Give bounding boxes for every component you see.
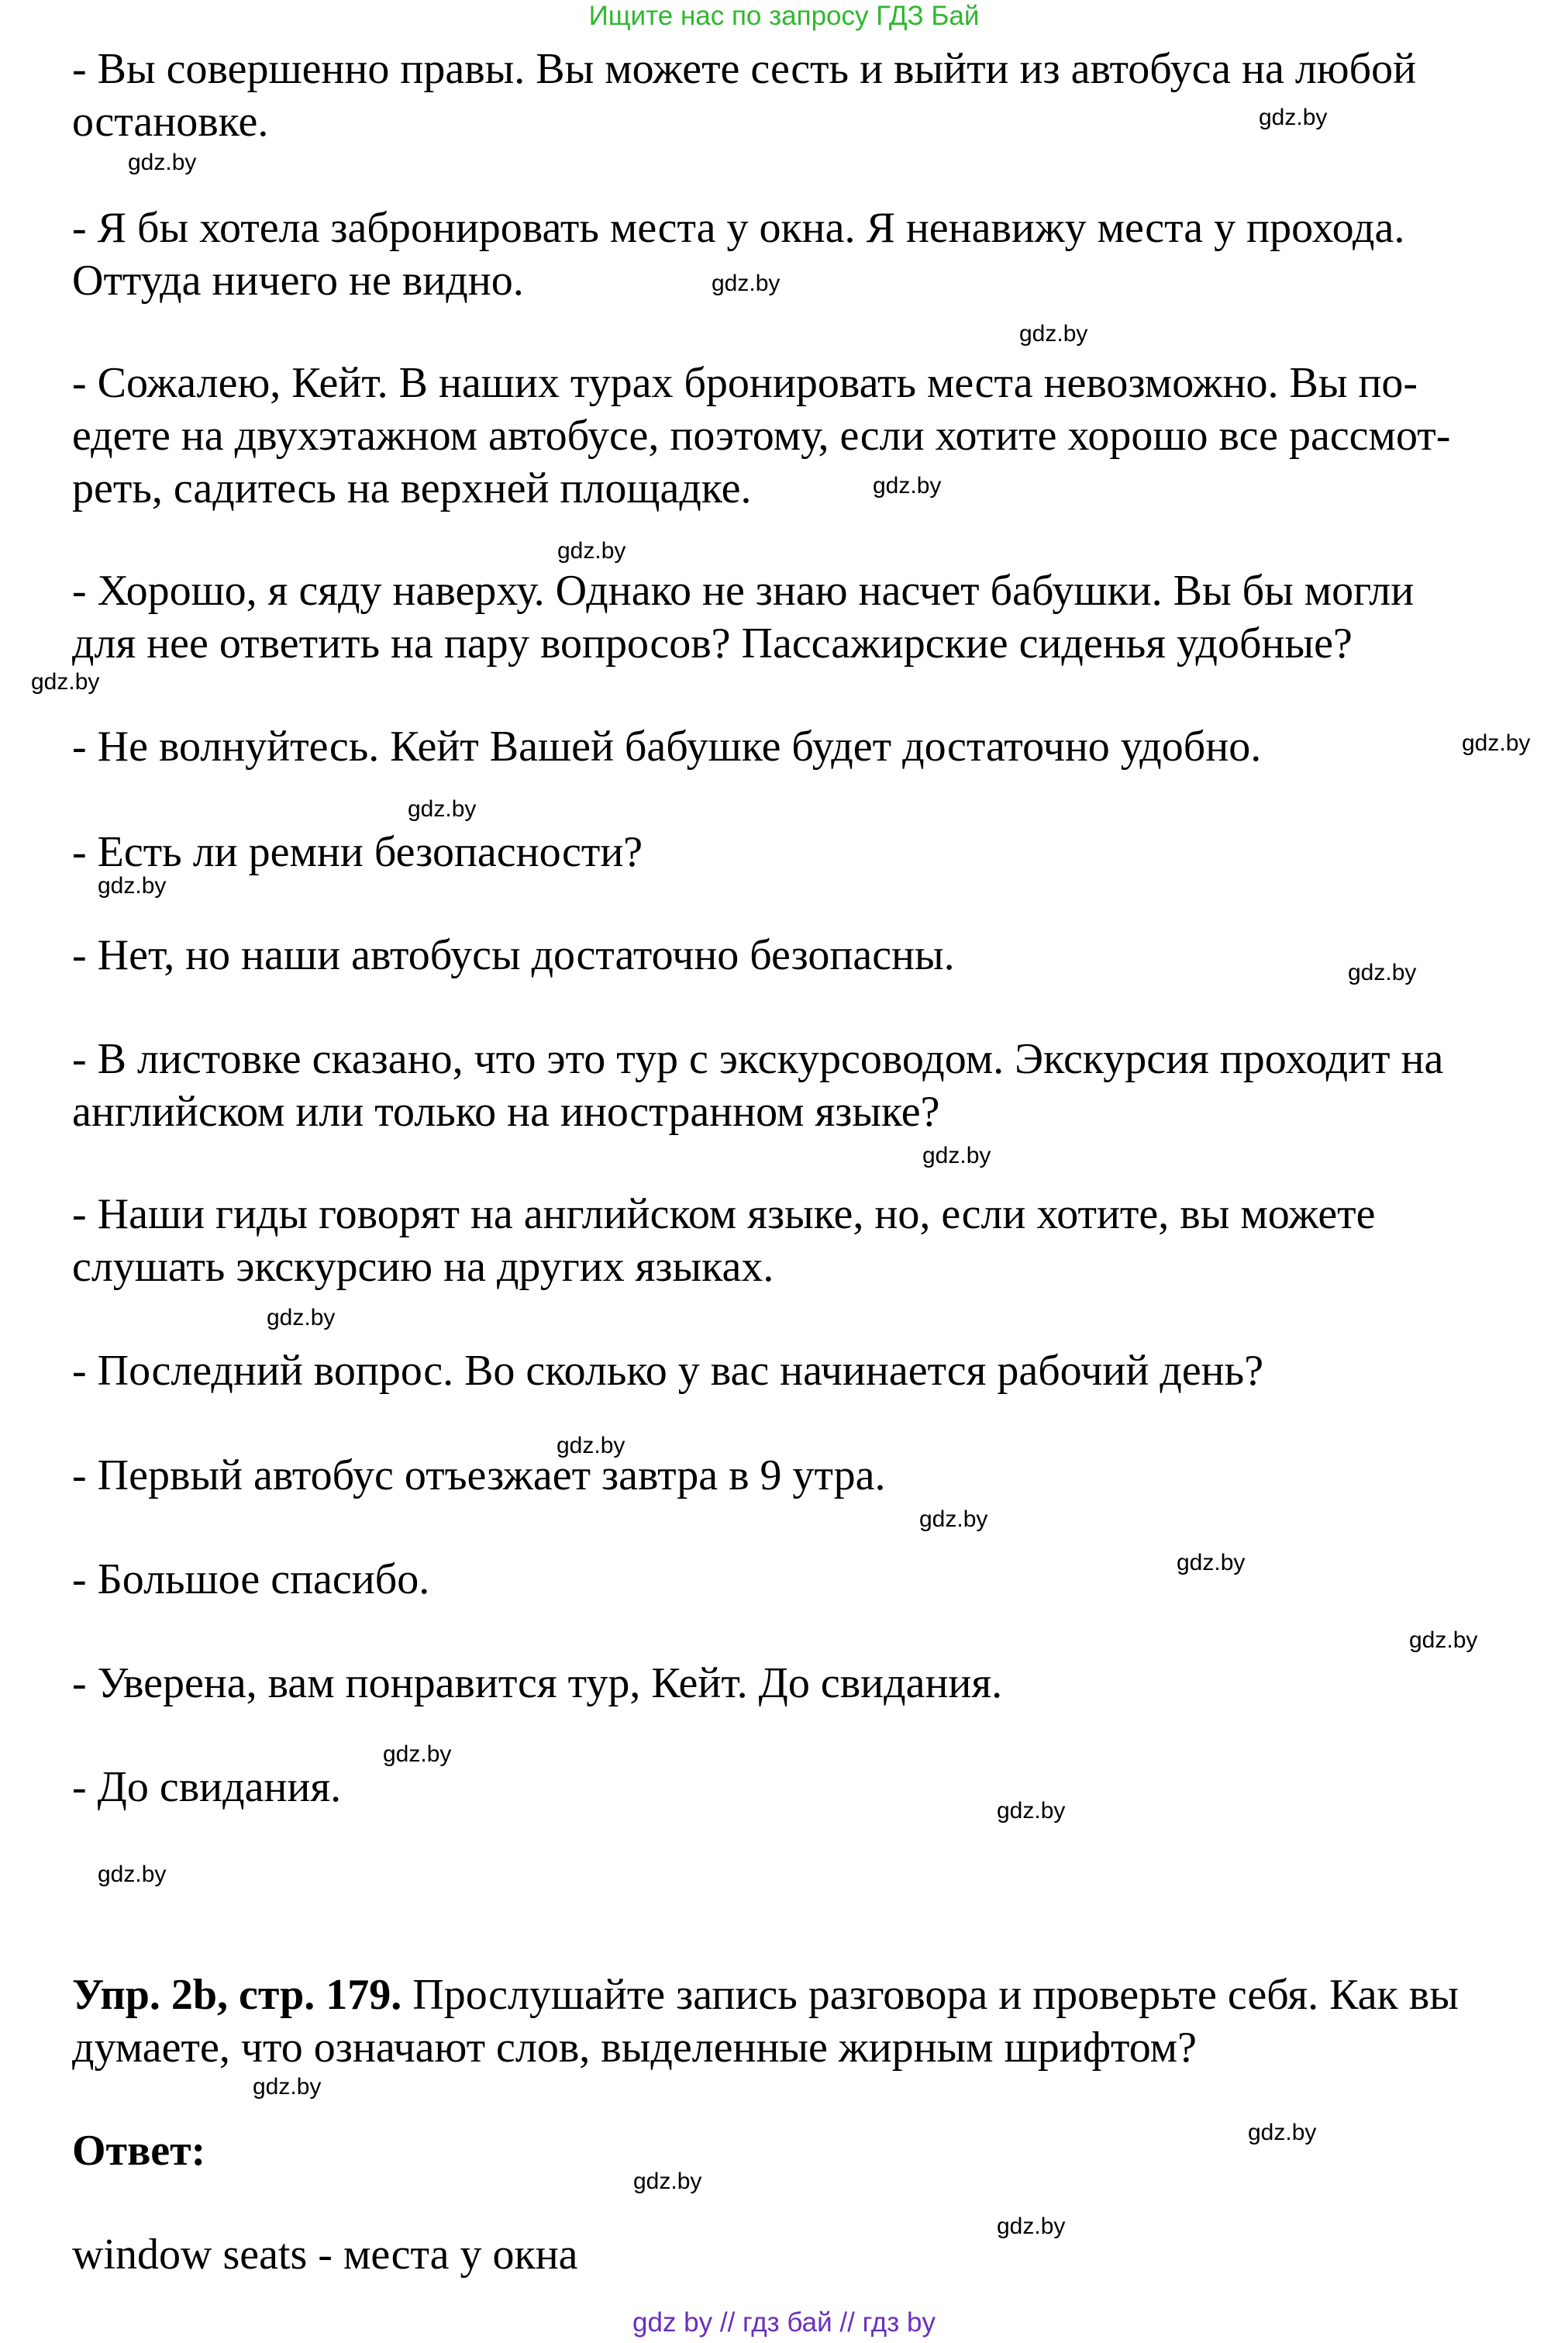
- dialogue-line: [72, 826, 1545, 878]
- dialogue-text: - Сожалею, Кейт. В наших турах бронировать места невозможно. Вы по-: [72, 359, 1418, 407]
- dialogue-text: - Большое спасибо.: [72, 1555, 430, 1603]
- watermark: gdz.by: [383, 1741, 452, 1767]
- dialogue-text: - Есть ли ремни безопасности?: [72, 828, 643, 876]
- watermark: gdz.by: [408, 796, 477, 822]
- dialogue-line: [72, 929, 1545, 982]
- dialogue-line: [72, 43, 1545, 148]
- dialogue-line: [72, 1657, 1545, 1710]
- watermark: gdz.by: [712, 271, 781, 296]
- watermark: gdz.by: [128, 150, 197, 175]
- watermark: gdz.by: [922, 1143, 991, 1168]
- watermark: gdz.by: [873, 473, 942, 499]
- dialogue-line: [72, 1553, 1545, 1606]
- watermark: gdz.by: [997, 1798, 1066, 1824]
- dialogue-text: - Я бы хотела забронировать места у окна. Я ненавижу места у прохода.: [72, 204, 1405, 252]
- watermark: gdz.by: [919, 1506, 988, 1532]
- dialogue-text: для нее ответить на пару вопросов? Пассажирские сиденья удобные?: [72, 619, 1353, 668]
- watermark: gdz.by: [98, 873, 167, 899]
- watermark: gdz.by: [997, 2214, 1066, 2239]
- dialogue-text: Оттуда ничего не видно.: [72, 257, 524, 305]
- watermark: gdz.by: [1348, 960, 1417, 985]
- dialogue-line: [72, 1033, 1545, 1138]
- watermark: gdz.by: [31, 669, 100, 695]
- watermark: gdz.by: [1019, 321, 1088, 347]
- dialogue-text: - До свидания.: [72, 1763, 342, 1811]
- task-text: Прослушайте запись разговора и проверьте себя. Как вы: [401, 1971, 1459, 2019]
- dialogue-text: - Не волнуйтесь. Кейт Вашей бабушке будет достаточно удобно.: [72, 723, 1262, 771]
- dialogue-text: - Наши гиды говорят на английском языке, но, если хотите, вы можете: [72, 1190, 1376, 1238]
- dialogue-text: едете на двухэтажном автобусе, поэтому, если хотите хорошо все рассмот-: [72, 412, 1451, 460]
- task-line-2: думаете, что означают слов, выделенные жирным шрифтом?: [72, 2024, 1197, 2072]
- dialogue-text: - Уверена, вам понравится тур, Кейт. До свидания.: [72, 1659, 1003, 1707]
- watermark: gdz.by: [1177, 1550, 1246, 1575]
- task-line-1: [72, 1969, 1545, 2021]
- watermark: gdz.by: [557, 538, 626, 564]
- top-banner: Ищите нас по запросу ГДЗ Бай: [588, 1, 980, 31]
- dialogue-text: - Вы совершенно правы. Вы можете сесть и выйти из автобуса на любой: [72, 45, 1417, 93]
- dialogue-text: реть, садитесь на верхней площадке.: [72, 464, 752, 512]
- answer-text: [72, 2228, 1545, 2281]
- dialogue-text: - Нет, но наши автобусы достаточно безопасны.: [72, 931, 955, 979]
- watermark: gdz.by: [633, 2169, 702, 2194]
- dialogue-line: [72, 564, 1545, 670]
- dialogue-text: слушать экскурсию на других языках.: [72, 1243, 774, 1291]
- dialogue-text: - Последний вопрос. Во сколько у вас начинается рабочий день?: [72, 1347, 1264, 1395]
- dialogue-text: - В листовке сказано, что это тур с экскурсоводом. Экскурсия проходит на: [72, 1035, 1444, 1083]
- answer-label: Ответ:: [72, 2127, 206, 2175]
- watermark: gdz.by: [98, 1862, 167, 1887]
- answer-line: window seats - места у окна: [72, 2231, 578, 2279]
- dialogue-text: английском или только на иностранном языке?: [72, 1088, 940, 1136]
- bottom-banner: gdz by // гдз бай // гдз by: [632, 2307, 936, 2338]
- dialogue-text: остановке.: [72, 98, 269, 146]
- task-block: [72, 1969, 1545, 2074]
- watermark: gdz.by: [1259, 105, 1328, 130]
- dialogue-line: [72, 1188, 1545, 1293]
- watermark: gdz.by: [1462, 730, 1531, 756]
- dialogue-line: [72, 202, 1545, 307]
- watermark: gdz.by: [1248, 2120, 1317, 2145]
- watermark: gdz.by: [1409, 1627, 1478, 1653]
- dialogue-text: - Первый автобус отъезжает завтра в 9 утра.: [72, 1451, 886, 1499]
- dialogue-line: [72, 1761, 1545, 1813]
- dialogue-text: - Хорошо, я сяду наверху. Однако не знаю насчет бабушки. Вы бы могли: [72, 567, 1415, 615]
- dialogue-line: [72, 357, 1545, 515]
- watermark: gdz.by: [557, 1433, 625, 1458]
- dialogue-line: [72, 720, 1545, 773]
- answer-heading: [72, 2124, 1545, 2177]
- dialogue-line: [72, 1449, 1545, 1502]
- watermark: gdz.by: [253, 2074, 322, 2100]
- dialogue-line: [72, 1344, 1545, 1397]
- watermark: gdz.by: [267, 1305, 336, 1330]
- task-label: Упр. 2b, стр. 179.: [72, 1971, 402, 2019]
